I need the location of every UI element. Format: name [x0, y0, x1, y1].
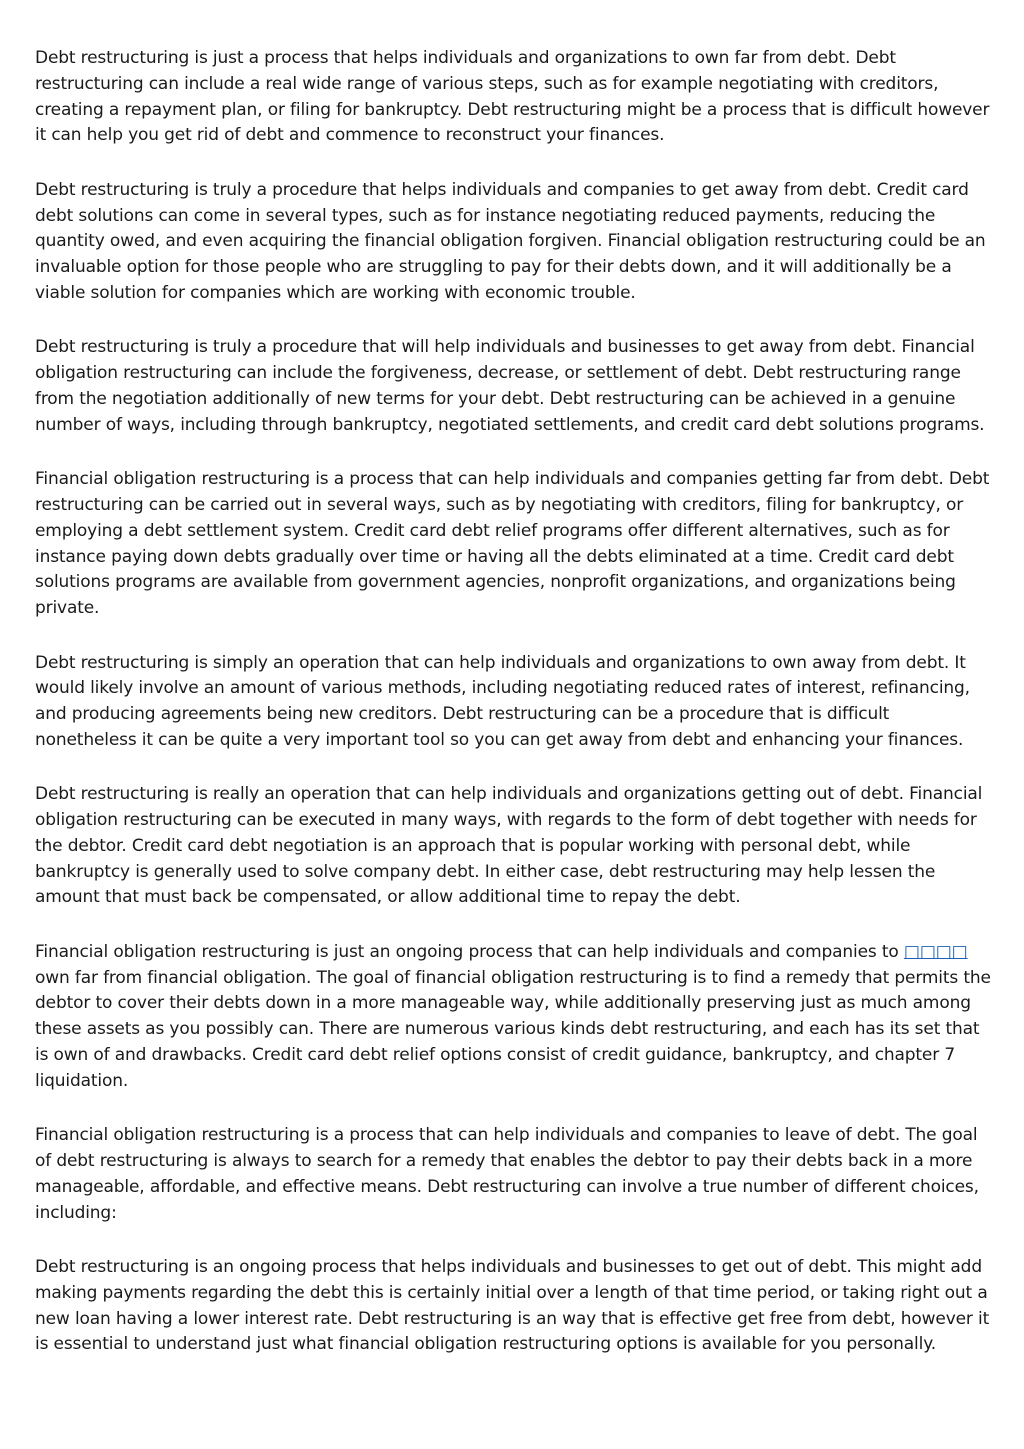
paragraph-7	[35, 940, 995, 1095]
paragraph-3: Debt restructuring is truly a procedure that will help individuals and businesses to get away from debt. Financial obligation restructuring can include the forgiveness, decrease, or settlement of debt. Debt restructuring range from the negotiation additionally of new terms for your debt. Debt restructuring can be achieved in a genuine number of ways, including through bankruptcy, negotiated settlements, and credit card debt solutions programs.	[35, 337, 985, 435]
paragraph-6: Debt restructuring is really an operation that can help individuals and organizations getting out of debt. Financial obligation restructuring can be executed in many ways, with regards to the form of debt together with needs for the debtor. Credit card debt negotiation is an approach that is popular working with personal debt, while bankruptcy is generally used to solve company debt. In either case, debt restructuring may help lessen the amount that must back be compensated, or allow additional time to repay the debt.	[35, 784, 983, 908]
paragraph-5: Debt restructuring is simply an operation that can help individuals and organizations to own away from debt. It would likely involve an amount of various methods, including negotiating reduced rates of interest, refinancing, and producing agreements being new creditors. Debt restructuring can be a procedure that is difficult nonetheless it can be quite a very important tool so you can get away from debt and enhancing your finances.	[35, 652, 970, 750]
inline-link[interactable]: □□□□	[903, 941, 968, 962]
article-body	[35, 46, 995, 1387]
paragraph-2: Debt restructuring is truly a procedure that helps individuals and companies to get away from debt. Credit card debt solutions can come in several types, such as for instance negotiating reduced payments, reducing the quantity owed, and even acquiring the financial obligation forgiven. Financial obligation restructuring could be an invaluable option for those people who are struggling to pay for their debts down, and it will additionally be a viable solution for companies which are working with economic trouble.	[35, 179, 986, 303]
paragraph-8: Financial obligation restructuring is a process that can help individuals and companies to leave of debt. The goal of debt restructuring is always to search for a remedy that enables the debtor to pay their debts back in a more manageable, affordable, and effective means. Debt restructuring can involve a true number of different choices, including:	[35, 1125, 979, 1223]
paragraph-7-before: Financial obligation restructuring is just an ongoing process that can help individuals and companies to	[35, 941, 904, 962]
paragraph-4: Financial obligation restructuring is a process that can help individuals and companies getting far from debt. Debt restructuring can be carried out in several ways, such as by negotiating with creditors, filing for bankruptcy, or employing a debt settlement system. Credit card debt relief programs offer different alternatives, such as for instance paying down debts gradually over time or having all the debts eliminated at a time. Credit card debt solutions programs are available from government agencies, nonprofit organizations, and organizations being private.	[35, 469, 990, 619]
paragraph-1: Debt restructuring is just a process that helps individuals and organizations to own far from debt. Debt restructuring can include a real wide range of various steps, such as for example negotiating with creditors, creating a repayment plan, or filing for bankruptcy. Debt restructuring might be a process that is difficult however it can help you get rid of debt and commence to reconstruct your finances.	[35, 48, 990, 146]
paragraph-9: Debt restructuring is an ongoing process that helps individuals and businesses to get out of debt. This might add making payments regarding the debt this is certainly initial over a length of that time period, or taking right out a new loan having a lower interest rate. Debt restructuring is an way that is effective get free from debt, however it is essential to understand just what financial obligation restructuring options is available for you personally.	[35, 1257, 990, 1355]
paragraph-7-after: own far from financial obligation. The goal of financial obligation restructuring is to find a remedy that permits the debtor to cover their debts down in a more manageable way, while additionally preserving just as much among these assets as you possibly can. There are numerous various kinds debt restructuring, and each has its set that is own of and drawbacks. Credit card debt relief options consist of credit guidance, bankruptcy, and chapter 7 liquidation.	[35, 967, 991, 1091]
